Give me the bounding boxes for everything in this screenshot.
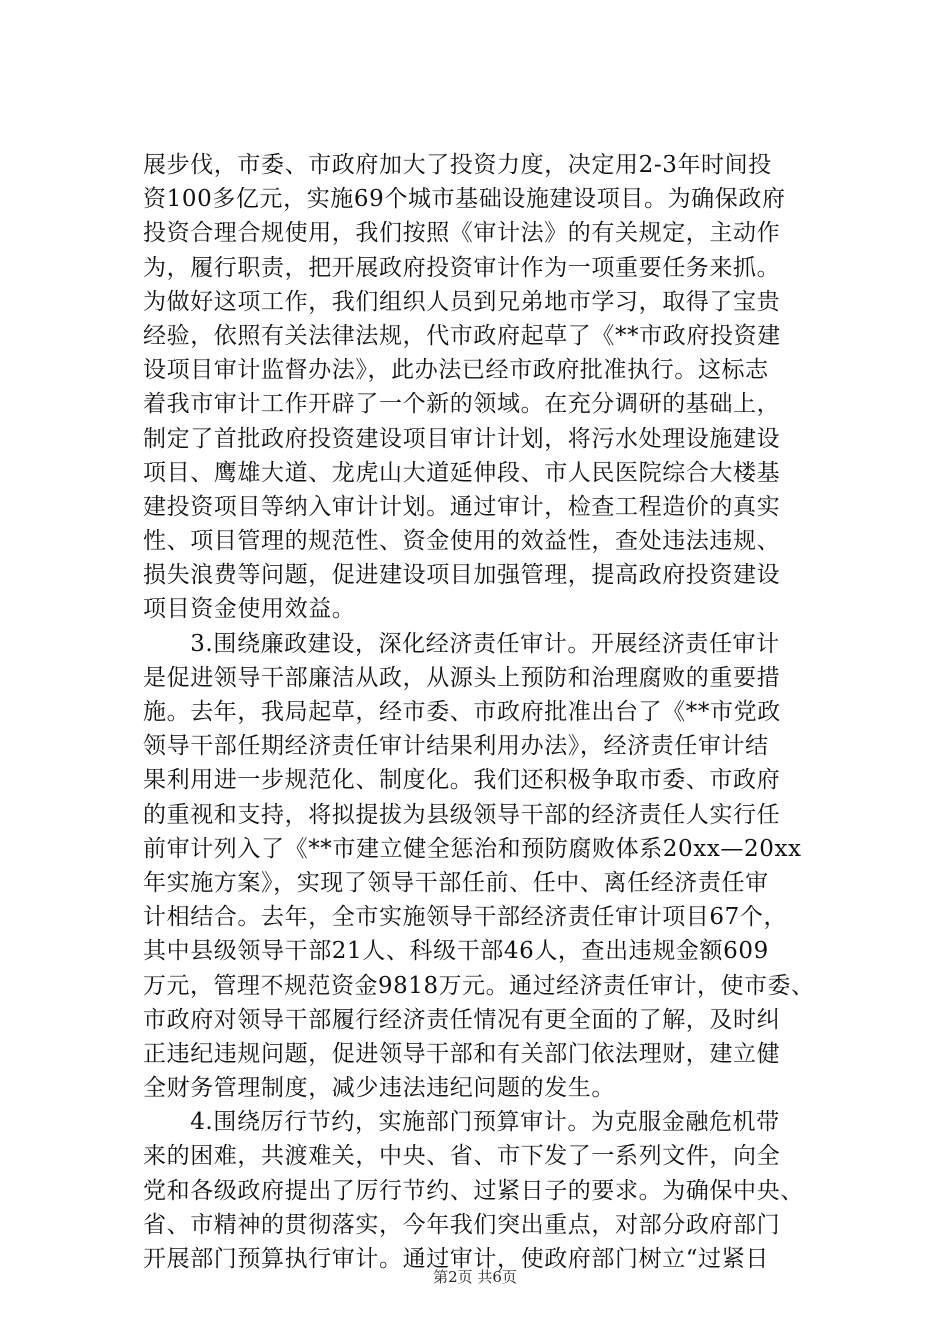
text-line: 开展部门预算执行审计。通过审计，使政府部门树立“过紧日	[143, 1246, 769, 1272]
text-line: 正违纪违规问题，促进领导干部和有关部门依法理财，建立健	[143, 1040, 781, 1067]
document-body	[143, 148, 815, 1276]
text-line: 党和各级政府提出了厉行节约、过紧日子的要求。为确保中央、	[143, 1177, 804, 1204]
text-line: 果利用进一步规范化、制度化。我们还积极争取市委、市政府	[143, 767, 781, 794]
text-line: 建投资项目等纳入审计计划。通过审计，检查工程造价的真实	[143, 493, 781, 520]
text-line: 4.围绕厉行节约，实施部门预算审计。为克服金融危机带	[143, 1109, 780, 1136]
text-line: 项目、鹰雄大道、龙虎山大道延伸段、市人民医院综合大楼基	[143, 459, 781, 486]
text-line: 损失浪费等问题，促进建设项目加强管理，提高政府投资建设	[143, 562, 781, 589]
text-line: 展步伐，市委、市政府加大了投资力度，决定用2-3年时间投	[143, 152, 772, 178]
text-line: 来的困难，共渡难关，中央、省、市下发了一系列文件，向全	[143, 1143, 781, 1170]
text-line: 是促进领导干部廉洁从政，从源头上预防和治理腐败的重要措	[143, 664, 781, 691]
text-line: 制定了首批政府投资建设项目审计计划，将污水处理设施建设	[143, 425, 781, 452]
text-line: 万元，管理不规范资金9818万元。通过经济责任审计，使市委、	[143, 972, 815, 999]
page-footer: 第2页 共6页	[433, 1268, 517, 1286]
text-line: 施。去年，我局起草，经市委、市政府批准出台了《**市党政	[143, 699, 781, 725]
text-line: 为，履行职责，把开展政府投资审计作为一项重要任务来抓。	[143, 254, 781, 281]
text-line: 为做好这项工作，我们组织人员到兄弟地市学习，取得了宝贵	[143, 288, 781, 315]
text-line: 省、市精神的贯彻落实，今年我们突出重点，对部分政府部门	[143, 1211, 781, 1238]
text-line: 性、项目管理的规范性、资金使用的效益性，查处违法违规、	[143, 528, 781, 555]
text-line: 前审计列入了《**市建立健全惩治和预防腐败体系20xx—20xx	[143, 835, 802, 862]
text-line: 全财务管理制度，减少违法违纪问题的发生。	[143, 1075, 615, 1102]
text-line: 年实施方案》，实现了领导干部任前、任中、离任经济责任审	[143, 869, 769, 896]
text-line: 设项目审计监督办法》，此办法已经市政府批准执行。这标志	[143, 357, 769, 384]
text-line: 的重视和支持，将拟提拔为县级领导干部的经济责任人实行任	[143, 801, 781, 828]
text-line: 3.围绕廉政建设，深化经济责任审计。开展经济责任审计	[143, 630, 780, 657]
text-line: 项目资金使用效益。	[143, 596, 356, 623]
text-line: 着我市审计工作开辟了一个新的领域。在充分调研的基础上，	[143, 391, 781, 418]
text-line: 领导干部任期经济责任审计结果利用办法》，经济责任审计结	[143, 733, 769, 760]
text-line: 其中县级领导干部21人、科级干部46人，查出违规金额609	[143, 938, 769, 965]
text-line: 投资合理合规使用，我们按照《审计法》的有关规定，主动作	[143, 220, 781, 247]
text-line: 计相结合。去年，全市实施领导干部经济责任审计项目67个，	[143, 904, 788, 931]
text-line: 市政府对领导干部履行经济责任情况有更全面的了解，及时纠	[143, 1006, 781, 1033]
text-line: 经验，依照有关法律法规，代市政府起草了《**市政府投资建	[143, 322, 781, 349]
text-line: 资100多亿元，实施69个城市基础设施建设项目。为确保政府	[143, 186, 786, 213]
